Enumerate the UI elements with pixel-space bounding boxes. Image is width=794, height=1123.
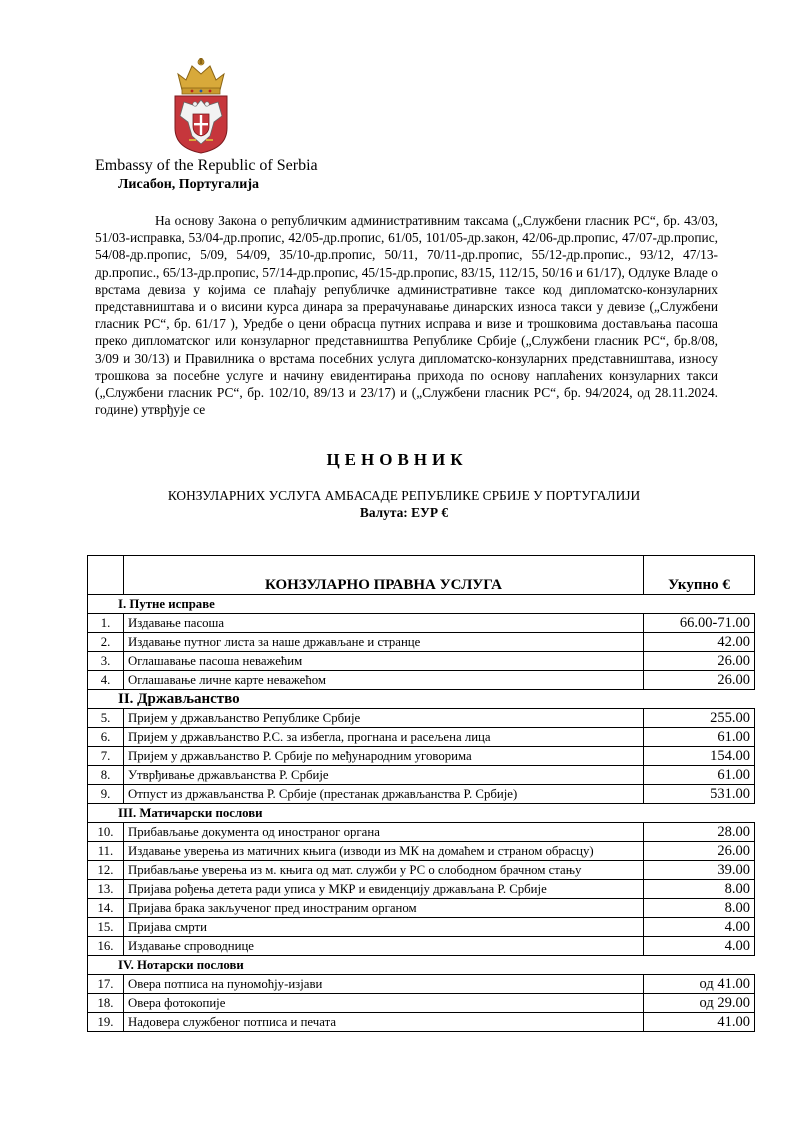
service-price: 531.00 [644,785,755,804]
service-name: Утврђивање држављанства Р. Србије [124,766,644,785]
document-title: ЦЕНОВНИК [326,450,468,469]
service-price: 26.00 [644,671,755,690]
embassy-name: Embassy of the Republic of Serbia [95,157,318,174]
row-number: 11. [88,842,124,861]
serbian-coat-of-arms [172,56,230,154]
price-table [87,555,755,1032]
service-price: 255.00 [644,709,755,728]
header-number-cell [88,556,124,595]
section-row [88,804,755,823]
table-row [88,937,755,956]
service-price: 8.00 [644,880,755,899]
service-price: од 41.00 [644,975,755,994]
row-number: 13. [88,880,124,899]
table-row [88,880,755,899]
table-row [88,747,755,766]
intro-paragraph: На основу Закона о републичким административним таксама („Службени гласник РС“, бр. 43/03, 51/03-исправка, 53/04-др.пропис, 42/05-др.пропис, 61/05, 101/05-др.закон, 42/06-др.пропис, 47/07-др.пропис, 54/08-др.пропис, 5/09, 54/09, 35/10-др.пропис, 50/11, 70/11-др.пропис, 55/12-др.пропис., 93/12, 47/13-др.пропис., 65/13-др.пропис, 57/14-др.пропис, 45/15-др.пропис, 83/15, 112/15, 50/16 и 61/17), Одлуке Владе о врстама девиза у којима се плаћају републичке административне таксе код дипломатско-конзуларних представништава и о висини курса динара за прерачунавање динарских износа такси у девизе („Службени гласник РС“, бр. 61/17 ), Уредбе о цени обрасца путних исправа и визе и трошковима достављања пасоша преко дипломатског или конзуларног представништва Републике Србије („Службени гласник РС“, бр.8/08, 3/09 и 30/13) и Правилника о врстама посебних услуга дипломатско-конзуларних представништава, износу трошкова за посебне услуге и начину евидентирања прихода по основу наплаћених конзуларних такси („Службени гласник РС“, бр. 102/10, 89/13 и 23/17) и („Службени гласник РС“, бр. 94/2024, од 28.11.2024. године) утврђује се [95,213,718,418]
table-row [88,861,755,880]
table-row [88,709,755,728]
service-name: Овера фотокопије [124,994,644,1013]
service-name: Прибављање уверења из м. књига од мат. служби у РС о слободном брачном стању [124,861,644,880]
table-row [88,975,755,994]
service-price: 39.00 [644,861,755,880]
service-name: Отпуст из држављанства Р. Србије (престанак држављанства Р. Србије) [124,785,644,804]
table-row [88,842,755,861]
table-row [88,899,755,918]
table-row [88,1013,755,1032]
service-price: од 29.00 [644,994,755,1013]
row-number: 10. [88,823,124,842]
service-name: Овера потписа на пуномоћју-изјави [124,975,644,994]
row-number: 14. [88,899,124,918]
service-price: 42.00 [644,633,755,652]
header-service: КОНЗУЛАРНО ПРАВНА УСЛУГА [124,556,644,595]
row-number: 1. [88,614,124,633]
table-header-row [88,556,755,595]
service-name: Издавање уверења из матичних књига (изводи из МК на домаћем и страном обрасцу) [124,842,644,861]
row-number: 5. [88,709,124,728]
service-price: 8.00 [644,899,755,918]
service-name: Оглашавање пасоша неважећим [124,652,644,671]
embassy-city: Лисабон, Португалија [118,177,260,192]
service-name: Надовера службеног потписа и печата [124,1013,644,1032]
row-number: 2. [88,633,124,652]
header-total: Укупно € [644,556,755,595]
service-name: Пријем у држављанство Р.С. за избегла, прогнана и расељена лица [124,728,644,747]
service-price: 61.00 [644,766,755,785]
service-price: 4.00 [644,918,755,937]
row-number: 16. [88,937,124,956]
service-name: Пријава брака закљученог пред иностраним органом [124,899,644,918]
section-row [88,690,755,709]
table-row [88,766,755,785]
service-price: 61.00 [644,728,755,747]
row-number: 3. [88,652,124,671]
price-table-body [88,595,755,1032]
table-row [88,785,755,804]
row-number: 18. [88,994,124,1013]
row-number: 15. [88,918,124,937]
row-number: 6. [88,728,124,747]
section-title: I. Путне исправе [88,595,755,614]
service-price: 26.00 [644,652,755,671]
row-number: 9. [88,785,124,804]
service-name: Пријава рођења детета ради уписа у МКР и евиденцију држављана Р. Србије [124,880,644,899]
service-price: 66.00-71.00 [644,614,755,633]
service-name: Издавање путног листа за наше држављане и странце [124,633,644,652]
service-name: Пријем у држављанство Републике Србије [124,709,644,728]
service-name: Прибављање документа од иностраног органа [124,823,644,842]
document-subtitle: КОНЗУЛАРНИХ УСЛУГА АМБАСАДЕ РЕПУБЛИКЕ СРБИЈЕ У ПОРТУГАЛИЈИ [167,488,641,503]
row-number: 12. [88,861,124,880]
table-row [88,823,755,842]
service-name: Оглашавање личне карте неважећом [124,671,644,690]
service-name: Пријем у држављанство Р. Србије по међународним уговорима [124,747,644,766]
table-row [88,728,755,747]
service-price: 4.00 [644,937,755,956]
row-number: 4. [88,671,124,690]
row-number: 7. [88,747,124,766]
section-row [88,595,755,614]
service-price: 26.00 [644,842,755,861]
table-row [88,994,755,1013]
section-title: III. Матичарски послови [88,804,755,823]
table-row [88,671,755,690]
service-price: 28.00 [644,823,755,842]
service-name: Пријава смрти [124,918,644,937]
table-row [88,614,755,633]
service-price: 41.00 [644,1013,755,1032]
table-row [88,652,755,671]
section-row [88,956,755,975]
currency-label: Валута: ЕУР € [359,505,449,520]
service-name: Издавање пасоша [124,614,644,633]
section-title: IV. Нотарски послови [88,956,755,975]
row-number: 17. [88,975,124,994]
table-row [88,633,755,652]
service-name: Издавање спроводнице [124,937,644,956]
service-price: 154.00 [644,747,755,766]
section-title: II. Држављанство [88,690,755,709]
row-number: 8. [88,766,124,785]
table-row [88,918,755,937]
row-number: 19. [88,1013,124,1032]
